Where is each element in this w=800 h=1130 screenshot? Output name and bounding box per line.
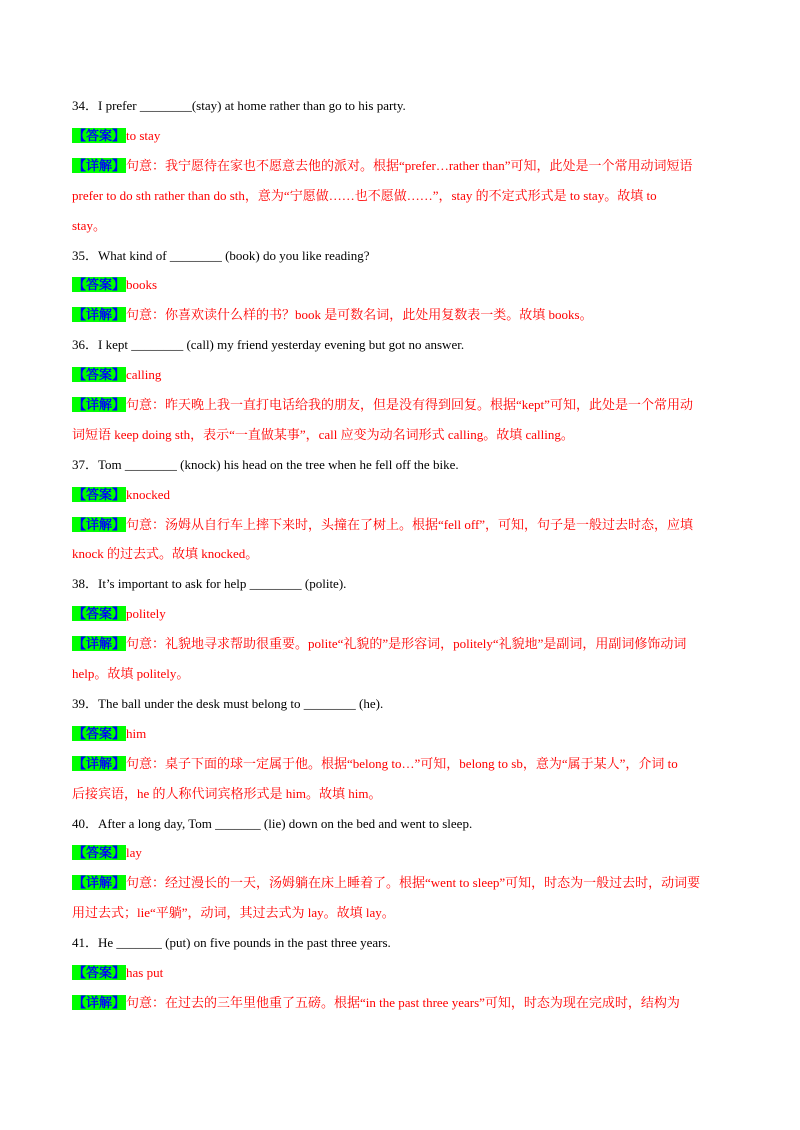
detail-tag: 【详解】 bbox=[73, 307, 126, 322]
answer-value: has put bbox=[126, 965, 164, 980]
answer-line bbox=[72, 844, 142, 862]
answer-line bbox=[72, 127, 160, 145]
answer-line bbox=[72, 964, 163, 982]
detail-text: 用过去式；lie“平躺”，动词，其过去式为 lay。故填 lay。 bbox=[72, 905, 395, 920]
detail-line bbox=[72, 874, 700, 892]
detail-text: 后接宾语，he 的人称代词宾格形式是 him。故填 him。 bbox=[72, 786, 382, 801]
answer-value: books bbox=[126, 277, 158, 292]
detail-tag: 【详解】 bbox=[73, 636, 126, 651]
detail-line bbox=[72, 516, 693, 534]
detail-text: help。故填 politely。 bbox=[72, 666, 190, 681]
detail-text: 词短语 keep doing sth，表示“一直做某事”，call 应变为动名词形式 calling。故填 calling。 bbox=[72, 427, 574, 442]
answer-line bbox=[72, 725, 146, 743]
detail-tag: 【详解】 bbox=[73, 517, 126, 532]
answer-value: knocked bbox=[126, 487, 171, 502]
answer-tag: 【答案】 bbox=[73, 487, 126, 502]
question-text: 40．After a long day, Tom _______ (lie) down on the bed and went to sleep. bbox=[72, 816, 473, 831]
detail-text: 句意：礼貌地寻求帮助很重要。polite“礼貌的”是形容词，politely“礼貌地”是副词，用副词修饰动词 bbox=[126, 636, 687, 651]
detail-line bbox=[72, 755, 678, 773]
detail-tag: 【详解】 bbox=[73, 158, 126, 173]
detail-line bbox=[72, 994, 680, 1012]
detail-text: stay。 bbox=[72, 218, 106, 233]
answer-value: calling bbox=[126, 367, 162, 382]
detail-line bbox=[72, 217, 106, 235]
answer-tag: 【答案】 bbox=[73, 606, 126, 621]
detail-line bbox=[72, 157, 693, 175]
detail-line bbox=[72, 426, 574, 444]
question-text: 41．He _______ (put) on five pounds in the past three years. bbox=[72, 935, 391, 950]
detail-text: 句意：我宁愿待在家也不愿意去他的派对。根据“prefer…rather than”可知，此处是一个常用动词短语 bbox=[126, 158, 693, 173]
answer-value: to stay bbox=[126, 128, 161, 143]
detail-text: prefer to do sth rather than do sth，意为“宁愿做……也不愿做……”，stay 的不定式形式是 to stay。故填 to bbox=[72, 188, 657, 203]
question-text: 36．I kept ________ (call) my friend yesterday evening but got no answer. bbox=[72, 337, 465, 352]
answer-tag: 【答案】 bbox=[73, 726, 126, 741]
answer-line bbox=[72, 605, 166, 623]
detail-tag: 【详解】 bbox=[73, 875, 126, 890]
detail-line bbox=[72, 904, 395, 922]
answer-value: lay bbox=[126, 845, 142, 860]
detail-line bbox=[72, 306, 593, 324]
question-text: 38．It’s important to ask for help ________ (polite). bbox=[72, 576, 347, 591]
answer-value: politely bbox=[126, 606, 166, 621]
answer-tag: 【答案】 bbox=[73, 277, 126, 292]
detail-tag: 【详解】 bbox=[73, 397, 126, 412]
detail-tag: 【详解】 bbox=[73, 756, 126, 771]
detail-text: 句意：在过去的三年里他重了五磅。根据“in the past three years”可知，时态为现在完成时，结构为 bbox=[126, 995, 680, 1010]
detail-line bbox=[72, 665, 189, 683]
detail-line bbox=[72, 187, 657, 205]
question-text: 35．What kind of ________ (book) do you like reading? bbox=[72, 248, 370, 263]
detail-text: 句意：你喜欢读什么样的书？book 是可数名词，此处用复数表一类。故填 books。 bbox=[126, 307, 593, 322]
detail-text: knock 的过去式。故填 knocked。 bbox=[72, 546, 259, 561]
detail-tag: 【详解】 bbox=[73, 995, 126, 1010]
answer-tag: 【答案】 bbox=[73, 965, 126, 980]
detail-line bbox=[72, 785, 381, 803]
detail-text: 句意：经过漫长的一天，汤姆躺在床上睡着了。根据“went to sleep”可知，时态为一般过去时，动词要 bbox=[126, 875, 701, 890]
answer-tag: 【答案】 bbox=[73, 845, 126, 860]
detail-line bbox=[72, 635, 686, 653]
detail-text: 句意：桌子下面的球一定属于他。根据“belong to…”可知，belong to sb，意为“属于某人”，介词 to bbox=[126, 756, 678, 771]
detail-text: 句意：昨天晚上我一直打电话给我的朋友，但是没有得到回复。根据“kept”可知，此处是一个常用动 bbox=[126, 397, 693, 412]
answer-value: him bbox=[126, 726, 147, 741]
answer-line bbox=[72, 486, 170, 504]
answer-tag: 【答案】 bbox=[73, 128, 126, 143]
question-text: 34．I prefer ________(stay) at home rather than go to his party. bbox=[72, 98, 406, 113]
answer-tag: 【答案】 bbox=[73, 367, 126, 382]
question-text: 39．The ball under the desk must belong to ________ (he). bbox=[72, 696, 384, 711]
detail-line bbox=[72, 545, 258, 563]
answer-line bbox=[72, 366, 161, 384]
question-text: 37．Tom ________ (knock) his head on the tree when he fell off the bike. bbox=[72, 457, 459, 472]
detail-line bbox=[72, 396, 693, 414]
answer-line bbox=[72, 276, 157, 294]
detail-text: 句意：汤姆从自行车上摔下来时，头撞在了树上。根据“fell off”，可知，句子是一般过去时态，应填 bbox=[126, 517, 694, 532]
